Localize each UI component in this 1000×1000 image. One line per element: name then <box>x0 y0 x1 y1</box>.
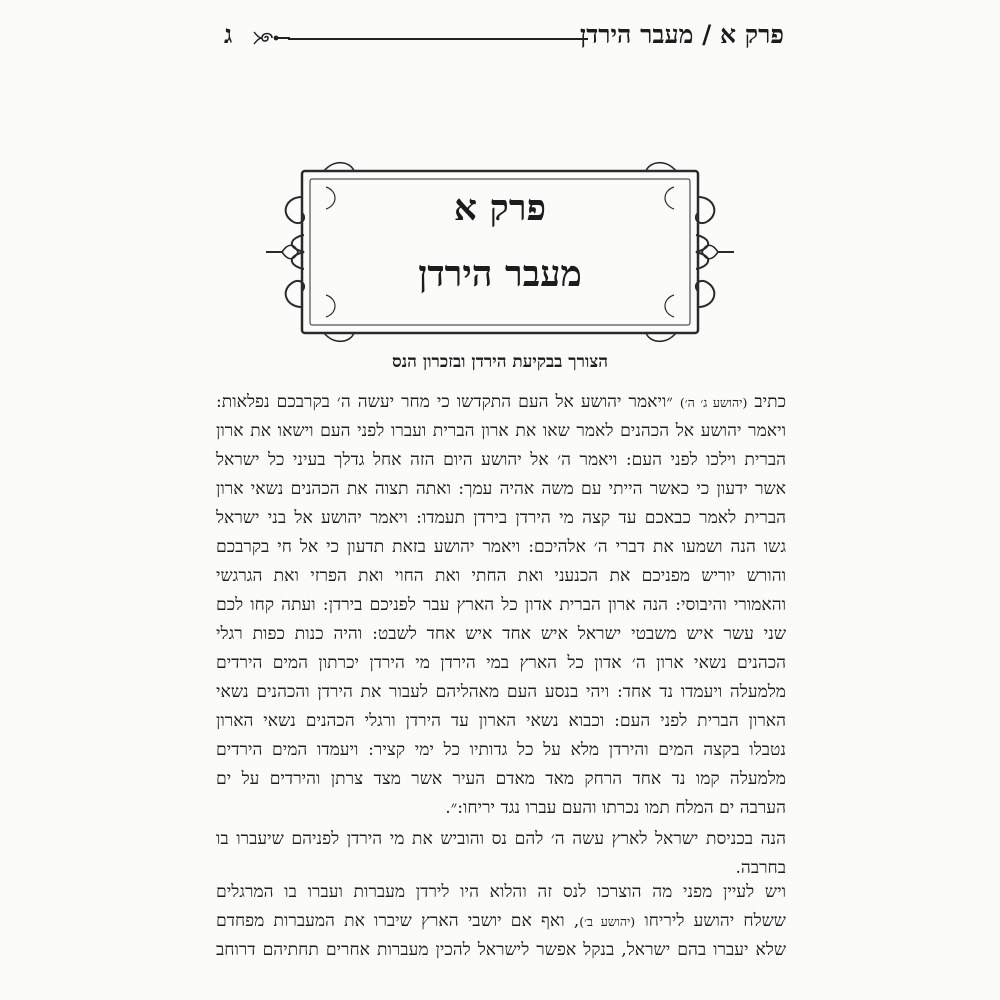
text-line: אשר ידעון כי כאשר הייתי עם משה אהיה עמך: ואתה תצוה את הכהנים נשאי ארון <box>216 479 786 499</box>
text-line: בחרבה. <box>735 858 786 878</box>
running-header <box>224 18 784 58</box>
text-line: הארון הברית לפני העם: וכבוא נשאי הארון עד הירדן ורגלי הכהנים נשאי הארון <box>216 711 786 731</box>
text-line: נטבלו בקצה המים והירדן מלא על כל גדותיו כל ימי קציר: ויעמדו המים הירדים <box>216 740 786 760</box>
body-paragraph <box>216 825 786 883</box>
text-line: והורש יוריש מפניכם את הכנעני ואת החתי ואת החוי ואת הפרזי ואת הגרגשי <box>216 566 786 586</box>
text-line: כתיב (יהושע ג׳ ה׳) ״ויאמר יהושע אל העם התקדשו כי מחר יעשה ה׳ בקרבכם נפלאות: <box>216 392 787 412</box>
text-line: הנה בכניסת ישראל לארץ עשה ה׳ להם נס והוביש את מי הירדן לפניהם שיעברו בו <box>216 829 786 849</box>
text-line: והאמורי והיבוסי: הנה ארון הברית אדון כל הארץ עבר לפניכם בירדן: ועתה קחו לכם <box>216 595 786 615</box>
text-line: הערבה ים המלח תמו נכרתו והעם עברו נגד יריחו:״. <box>445 798 786 818</box>
ornamental-frame-icon <box>264 157 736 347</box>
section-heading: הצורך בבקיעת הירדן ובזכרון הנס <box>391 352 609 372</box>
chapter-number: פרק א <box>453 187 547 229</box>
text-line: ששלח יהושע ליריחו (יהושע ב׳), ואף אם יושבי הארץ שיברו את המעברות מפחדם <box>216 911 786 931</box>
scroll-ornament-icon <box>252 26 292 50</box>
citation: (יהושע ב׳) <box>579 914 636 929</box>
text-line: שני עשר איש משבטי ישראל איש אחד איש אחד לשבט: והיה כנות כפות רגלי <box>216 624 786 644</box>
text-line: ויש לעיין מפני מה הוצרכו לנס זה והלוא היו לירדן מעברות ועברו בו המרגלים <box>216 882 786 902</box>
body-paragraph <box>216 388 786 823</box>
chapter-title: מעבר הירדן <box>418 253 582 295</box>
page-number: ג <box>224 20 233 49</box>
text-line: הברית וילכו לפני העם: ויאמר ה׳ אל יהושע היום הזה אחל גדלך בעיני כל ישראל <box>216 450 786 470</box>
chapter-title-frame <box>264 157 736 347</box>
citation: (יהושע ג׳ ה׳) <box>679 395 748 410</box>
text-line: מלמעלה ויעמדו נד אחד: ויהי בנסע העם מאהליהם לעבור את הירדן והכהנים נשאי <box>216 682 786 702</box>
running-header-title: פרק א / מעבר הירדן <box>579 20 784 49</box>
header-rule <box>288 38 588 40</box>
body-paragraph <box>216 878 786 965</box>
text-line: ויאמר יהושע אל הכהנים לאמר שאו את ארון הברית ועברו לפני העם וישאו את ארון <box>216 421 786 441</box>
text-line: גשו הנה ושמעו את דברי ה׳ אלהיכם: ויאמר יהושע בזאת תדעון כי אל חי בקרבכם <box>216 537 786 557</box>
text-line: מלמעלה קמו נד אחד הרחק מאד מאדם העיר אשר מצד צרתן והירדים על ים <box>216 769 786 789</box>
text-line: הכהנים נשאי ארון ה׳ אדון כל הארץ במי הירדן מי הירדן יכרתון המים הירדים <box>216 653 786 673</box>
text-line: שלא יעברו בהם ישראל, בנקל אפשר לישראל להכין מעברות אחרים תחתיהם דרוחב <box>216 940 786 960</box>
text-line: הברית לאמר כבאכם עד קצה מי הירדן בירדן תעמדו: ויאמר יהושע אל בני ישראל <box>216 508 786 528</box>
